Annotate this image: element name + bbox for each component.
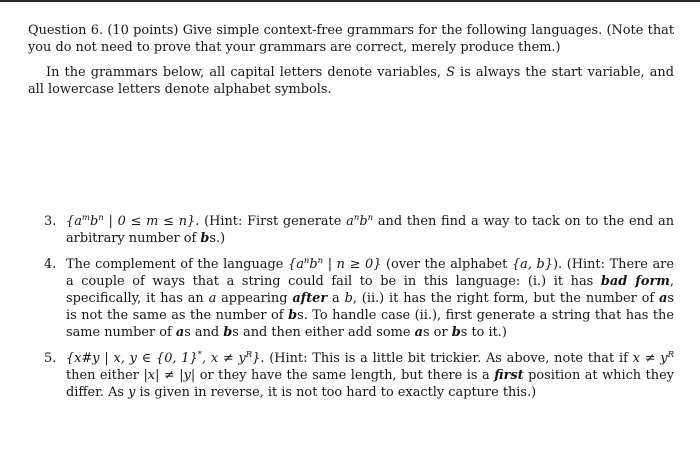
hint-text-3: s.) <box>209 231 226 246</box>
symbol-a: a <box>208 291 217 306</box>
variable-y: y <box>128 385 136 400</box>
problem-4 <box>44 256 674 341</box>
instructions-text-2: is always the start variable, and all lowercase letters denote alphabet symbols. <box>28 65 674 97</box>
hint-math: $a^nb^n$ <box>346 213 374 229</box>
problem-text: The complement of the language <box>66 257 284 272</box>
hint-text-2: then either <box>66 368 139 383</box>
hint-text: (Hint: This is a little bit trickier. As above, note that if <box>269 351 628 366</box>
hint-text-5: is given in reverse, it is not too hard to exactly capture this.) <box>139 385 537 400</box>
hint-text-6: s is not the same as the number of <box>66 291 674 323</box>
hint-text: ). (Hint: There are a couple of ways that a string could fail to be in this language: (i.) it has <box>66 257 674 289</box>
hint-text-3: appearing <box>221 291 288 306</box>
symbol-a: a <box>659 291 668 306</box>
hint-text-11: s to it.) <box>460 325 507 340</box>
hint-text-10: s or <box>422 325 448 340</box>
symbol-b: b <box>344 291 353 306</box>
emphasis-bad-form: bad form <box>600 274 670 289</box>
hint-text-2: , specifically, it has an <box>66 274 674 306</box>
emphasis-first: first <box>494 368 524 383</box>
problem-text-2: (over the alphabet <box>386 257 508 272</box>
problem-3 <box>44 213 674 247</box>
alphabet: {a, b} <box>511 257 553 272</box>
hint-text-3: or they have the same length, but there is a <box>199 368 490 383</box>
problem-5 <box>44 350 674 401</box>
hint-text-7: s. To handle case (ii.), first generate a string that has the same number of <box>66 308 674 340</box>
hint-text-4: a <box>332 291 340 306</box>
symbol-b: b <box>223 325 233 340</box>
length-condition: |x| ≠ |y| <box>143 368 196 383</box>
instructions <box>28 64 674 98</box>
symbol-b: b <box>288 308 298 323</box>
language-definition: {x#y | x, y ∈ {0, 1}*, $x \ne y^R$}. <box>66 350 265 366</box>
start-variable: S <box>446 65 455 80</box>
symbol-a: a <box>414 325 423 340</box>
hint-text: (Hint: First generate <box>204 214 342 229</box>
hint-text-8: s and <box>184 325 220 340</box>
symbol-b: b <box>200 231 210 246</box>
question-heading: Question 6. (10 points) <box>28 23 179 38</box>
top-rule <box>0 0 700 2</box>
document-page <box>28 22 674 410</box>
language-definition: {$a^nb^n$ | n ≥ 0} <box>288 256 382 272</box>
language-definition: {$a^mb^n$ | 0 ≤ m ≤ n}. <box>66 213 200 229</box>
problem-number: 3. <box>44 214 57 229</box>
blank-space <box>28 98 674 213</box>
instructions-text: In the grammars below, all capital letters denote variables, <box>46 65 441 80</box>
hint-text-4: position at which they differ. As <box>66 368 674 400</box>
problem-number: 5. <box>44 351 57 366</box>
hint-text-9: s and then either add some <box>232 325 411 340</box>
problem-list <box>28 213 674 401</box>
hint-text-2: and then find a way to tack on to the end an arbitrary number of <box>66 214 674 246</box>
symbol-b: b <box>451 325 461 340</box>
problem-number: 4. <box>44 257 57 272</box>
question-intro: Give simple context-free grammars for the following languages. (Note that you do not need to prove that your grammars are correct, merely produce them.) <box>28 23 674 55</box>
question-header <box>28 22 674 56</box>
hint-text-5: , (ii.) it has the right form, but the number of <box>352 291 655 306</box>
symbol-a: a <box>175 325 185 340</box>
condition-math: $x \ne y^R$ <box>632 350 674 366</box>
emphasis-after: after <box>292 291 328 306</box>
